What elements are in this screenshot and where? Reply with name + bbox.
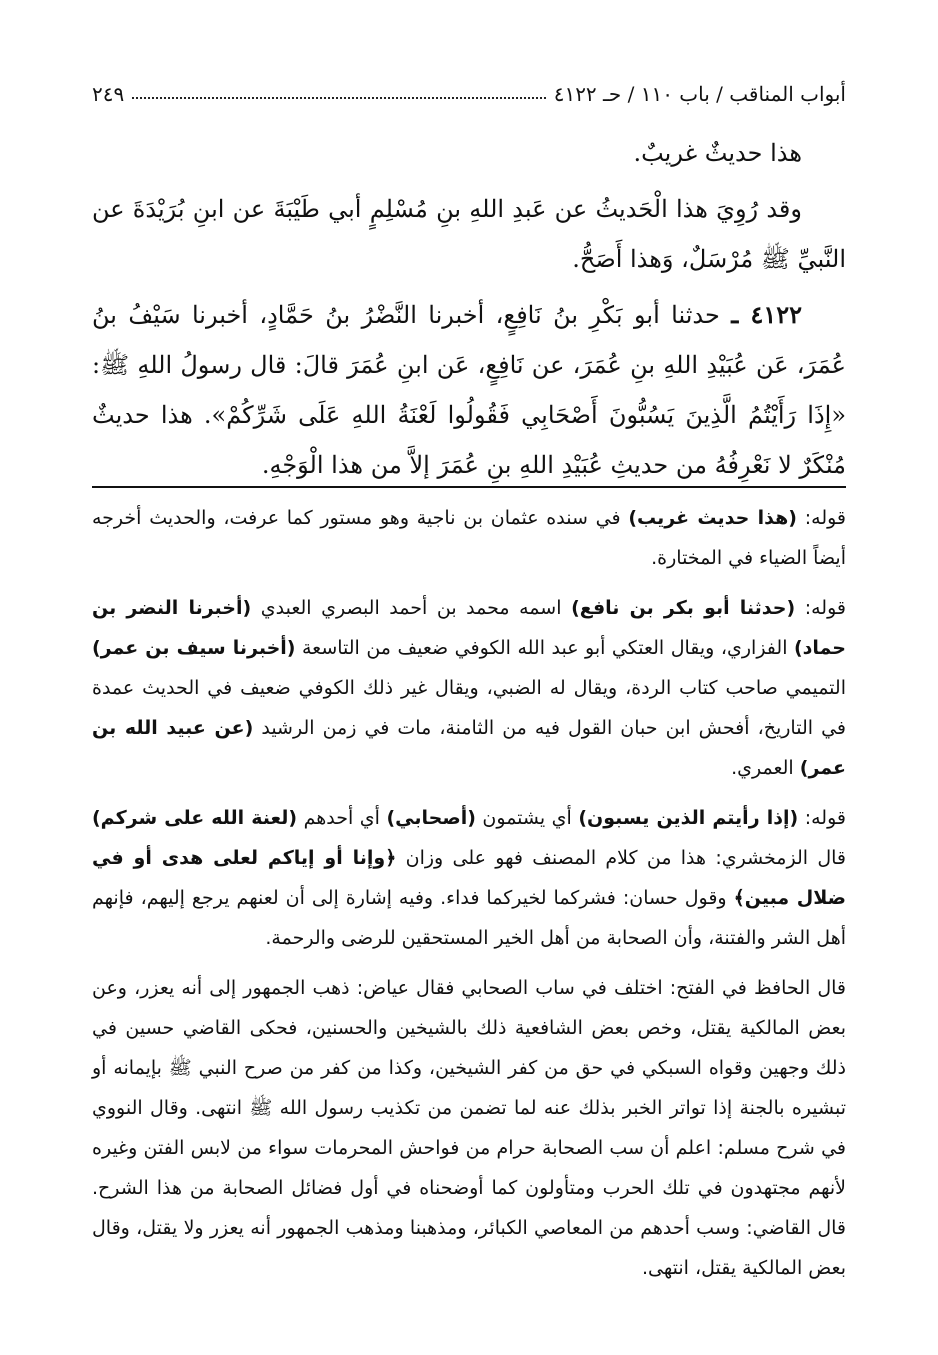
c3-quote-4: ﴿وإنا أو إياكم لعلى هدى أو في ضلال مبين﴾ bbox=[92, 847, 846, 909]
c3-quote-1: (إذا رأيتم الذين يسبون) bbox=[578, 807, 799, 829]
c3-text-1: أي يشتمون bbox=[482, 807, 572, 829]
c1-quote: (هذا حديث غريب) bbox=[628, 507, 797, 529]
commentary-paragraph-2 bbox=[92, 588, 846, 788]
c2-lead: قوله: bbox=[804, 597, 846, 619]
main-paragraph-2: وقد رُوِيَ هذا الْحَديثُ عن عَبدِ اللهِ بنِ مُسْلِمٍ أبي طَيْبَةَ عن ابنِ بُرَيْدَةَ عن النَّبيِّ ﷺ مُرْسَلٌ، وَهذا أَصَحُّ. bbox=[92, 195, 846, 273]
c2-quote-4: (عن عبيد الله بن عمر) bbox=[92, 717, 846, 779]
hadith-body: حدثنا أبو بَكْرِ بنُ نَافِعٍ، أخبرنا النَّضْرُ بنُ حَمَّادٍ، أخبرنا سَيْفُ بنُ عُمَرَ، عَن عُبَيْدِ اللهِ بنِ عُمَرَ، عن نَافِعٍ، عَن ابنِ عُمَرَ قالَ: قال رسولُ اللهِ ﷺ: «إِذَا رَأَيْتُمُ الَّذِينَ يَسُبُّونَ أَصْحَابِي فَقُولُوا لَعْنَةُ اللهِ عَلَى شَرِّكُمْ». هذا حديثٌ مُنْكَرٌ لا نَعْرِفُهُ من حديثِ عُبَيْدِ اللهِ بنِ عُمَرَ إلاَّ من هذا الْوَجْهِ. bbox=[92, 301, 846, 479]
commentary-paragraph-4: قال الحافظ في الفتح: اختلف في ساب الصحابي فقال عياض: ذهب الجمهور إلى أنه يعزر، وعن بعض المالكية يقتل، وخص بعض الشافعية ذلك بالشيخين والحسنين، فحكى القاضي حسين في ذلك وجهين وقواه السبكي في حق من كفر الشيخين، وكذا من كفر من صرح النبي ﷺ بإيمانه أو تبشيره بالجنة إذا تواتر الخبر بذلك عنه لما تضمن من تكذيب رسول الله ﷺ انتهى. وقال النووي في شرح مسلم: اعلم أن سب الصحابة حرام من فواحش المحرمات سواء من لابس الفتن وغيره لأنهم مجتهدون في تلك الحرب ومتأولون كما أوضحناه في أول فضائل الصحابة من هذا الشرح. قال القاضي: وسب أحدهم من المعاصي الكبائر، ومذهبنا ومذهب الجمهور أنه يعزر ولا يقتل، وقال بعض المالكية يقتل، انتهى. bbox=[92, 977, 846, 1279]
header-title: أبواب المناقب / باب ١١٠ / حـ ٤١٢٢ bbox=[553, 82, 846, 106]
footnote-separator bbox=[92, 486, 846, 488]
main-paragraph-1: هذا حديثٌ غريبٌ. bbox=[633, 139, 802, 167]
c2-text-3: التميمي صاحب كتاب الردة، ويقال له الضبي، ويقال غير ذلك الكوفي ضعيف في الحديث عمدة في التاريخ، أفحش ابن حبان القول فيه من الثامنة، مات في زمن الرشيد bbox=[92, 677, 846, 739]
c3-quote-3: (لعنة الله على شركم) bbox=[92, 807, 298, 829]
c3-text-2: أي أحدهم bbox=[303, 807, 380, 829]
commentary-paragraph-3 bbox=[92, 798, 846, 958]
c2-text-1: اسمه محمد بن أحمد البصري العبدي bbox=[260, 597, 562, 619]
c2-quote-1: (حدثنا أبو بكر بن نافع) bbox=[571, 597, 796, 619]
hadith-text bbox=[92, 128, 846, 496]
commentary-paragraph-1 bbox=[92, 498, 846, 578]
c3-text-4: وقول حسان: فشركما لخيركما فداء. وفيه إشارة إلى أن لعنهم يرجع إليهم، فإنهم أهل الشر والفتنة، وأن الصحابة من أهل الخير المستحقين للرضى والرحمة. bbox=[92, 887, 846, 949]
c1-lead: قوله: bbox=[804, 507, 847, 529]
c1-text: في سنده عثمان بن ناجية وهو مستور كما عرفت، والحديث أخرجه أيضاً الضياء في المختارة. bbox=[92, 507, 846, 569]
c3-text-3: قال الزمخشري: هذا من كلام المصنف فهو على وزان bbox=[405, 847, 846, 869]
header-dot-leader bbox=[132, 97, 545, 99]
c3-lead: قوله: bbox=[804, 807, 846, 829]
c2-quote-3: (أخبرنا سيف بن عمر) bbox=[92, 637, 296, 659]
hadith-number: ٤١٢٢ ـ bbox=[731, 300, 802, 329]
hadith-paragraph bbox=[92, 290, 846, 490]
c2-text-2: الفزاري، ويقال العتكي أبو عبد الله الكوفي ضعيف من التاسعة bbox=[301, 637, 788, 659]
page-number: ٢٤٩ bbox=[92, 82, 125, 106]
c2-text-4: العمري. bbox=[731, 757, 794, 779]
running-header bbox=[92, 72, 846, 106]
c3-quote-2: (أصحابي) bbox=[386, 807, 476, 829]
commentary-block bbox=[92, 498, 846, 1298]
c2-quote-2: (أخبرنا النضر بن حماد) bbox=[92, 597, 846, 659]
